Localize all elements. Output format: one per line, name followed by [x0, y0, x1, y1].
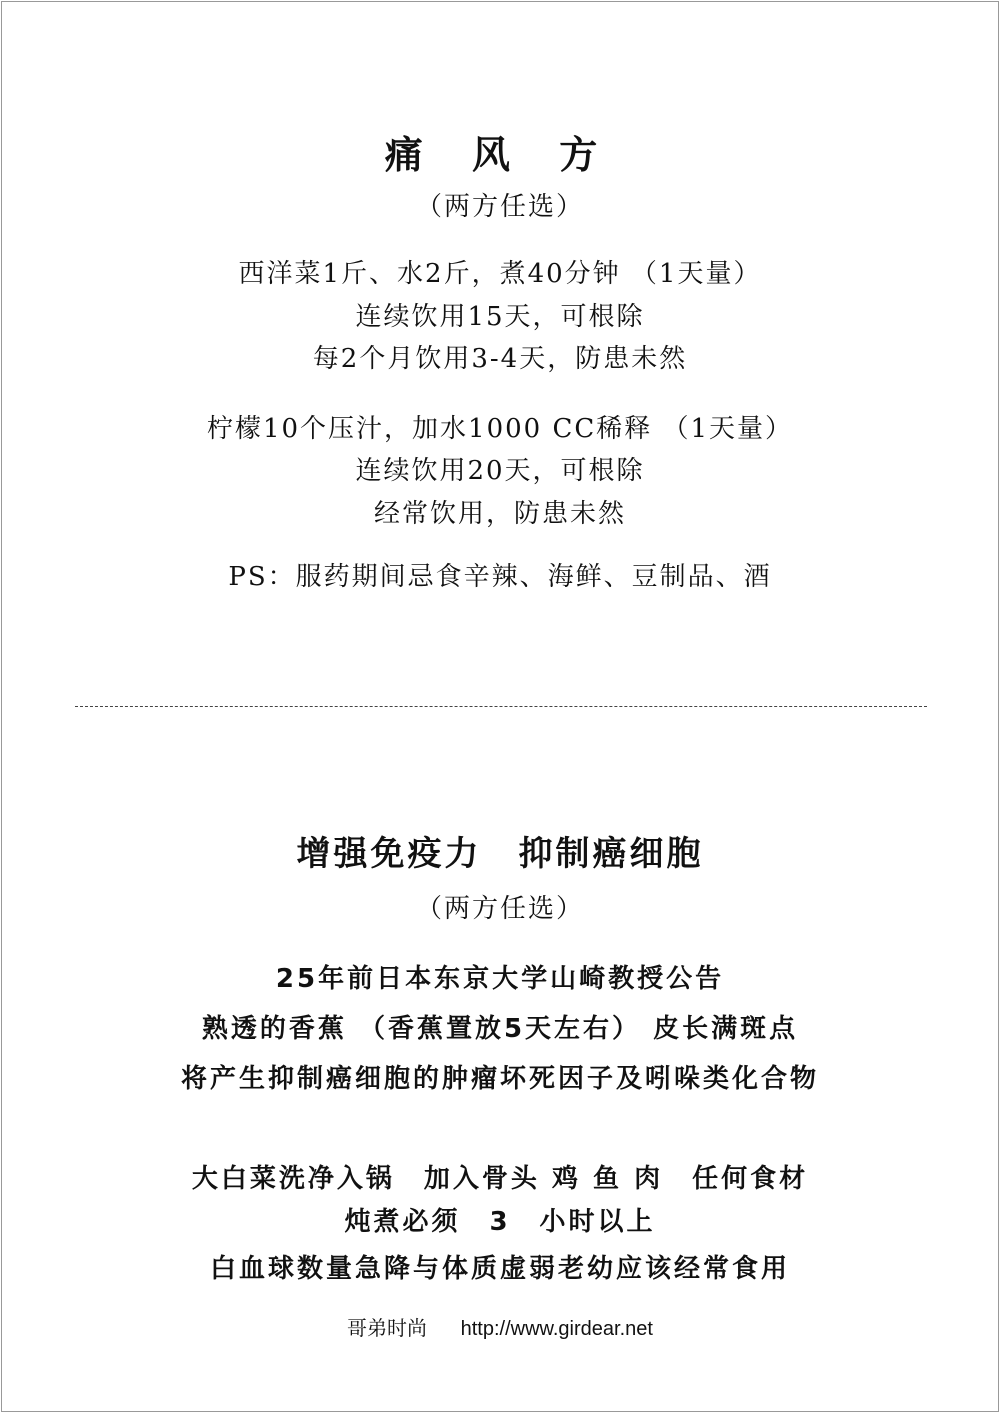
recipe-line: 大白菜洗净入锅 加入骨头 鸡 鱼 肉 任何食材	[191, 1164, 809, 1194]
ps-note: PS：服药期间忌食辛辣、海鲜、豆制品、酒	[228, 562, 772, 592]
footer-brand: 哥弟时尚	[347, 1318, 428, 1340]
gout-recipe-title: 痛 风 方	[384, 132, 616, 177]
footer	[0, 1312, 1000, 1341]
immunity-recipe-subtitle: （两方任选）	[415, 894, 584, 924]
gout-recipe-subtitle: （两方任选）	[415, 192, 584, 222]
recipe-line: 经常饮用，防患未然	[373, 499, 626, 529]
recipe-line: 25年前日本东京大学山崎教授公告	[275, 964, 725, 994]
recipe-line: 每2个月饮用3-4天，防患未然	[312, 344, 688, 374]
recipe-line: 连续饮用20天，可根除	[355, 456, 645, 486]
dashed-divider	[75, 706, 927, 707]
immunity-recipe-title: 增强免疫力 抑制癌细胞	[296, 834, 704, 874]
recipe-line: 白血球数量急降与体质虚弱老幼应该经常食用	[209, 1254, 790, 1284]
recipe-line: 将产生抑制癌细胞的肿瘤坏死因子及吲哚类化合物	[180, 1064, 819, 1094]
recipe-line: 柠檬10个压汁，加水1000 CC稀释 （1天量）	[206, 414, 794, 444]
recipe-line: 熟透的香蕉 （香蕉置放5天左右） 皮长满斑点	[201, 1014, 799, 1044]
recipe-line: 连续饮用15天，可根除	[355, 302, 645, 332]
recipe-line: 西洋菜1斤、水2斤，煮40分钟 （1天量）	[238, 259, 762, 289]
recipe-line: 炖煮必须 3 小时以上	[344, 1207, 656, 1237]
footer-url[interactable]: http://www.girdear.net	[460, 1318, 653, 1340]
